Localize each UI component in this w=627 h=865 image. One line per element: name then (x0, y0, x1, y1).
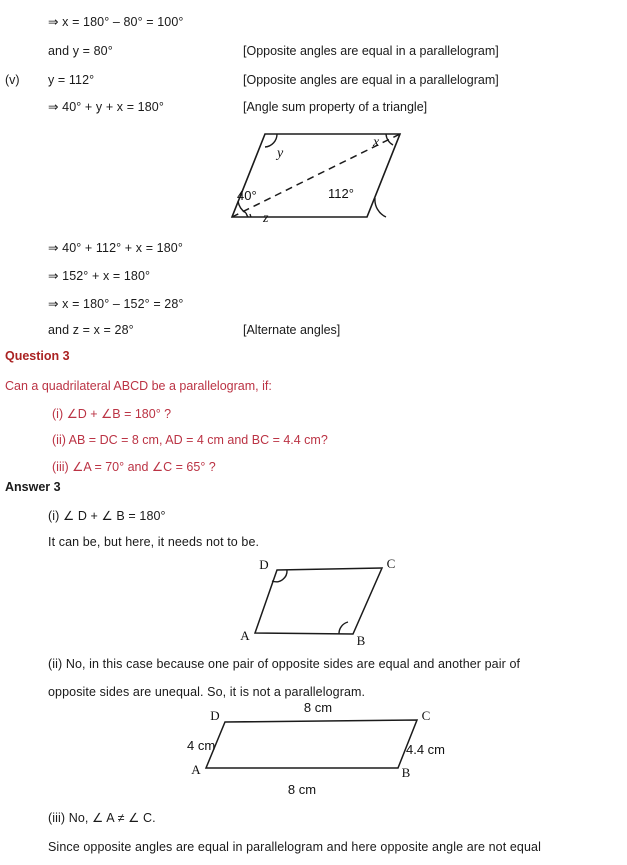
question3-item: (iii) ∠A = 70° and ∠C = 65° ? (52, 460, 216, 474)
figure3-vertex-D: D (210, 708, 220, 723)
figure3-side-label-right: 4.4 cm (406, 742, 446, 757)
figure3-side-label-top: 8 cm (303, 700, 333, 715)
answer3-part-i-statement: (i) ∠ D + ∠ B = 180° (48, 509, 166, 523)
solution-line-text: ⇒ 40° + 112° + x = 180° (48, 241, 183, 255)
figure1-label-y: y (277, 146, 284, 161)
figure1-label-z: z (263, 211, 269, 226)
figure2-vertex-B: B (356, 633, 366, 648)
question3-prompt: Can a quadrilateral ABCD be a parallelogram, if: (5, 379, 272, 393)
figure3-vertex-B: B (401, 765, 411, 780)
solution-line-note: [Opposite angles are equal in a parallelogram] (243, 44, 499, 58)
solution-line-note: [Alternate angles] (243, 323, 341, 337)
solution-line-text: ⇒ 152° + x = 180° (48, 269, 151, 283)
answer3-part-iii-line1: (iii) No, ∠ A ≠ ∠ C. (48, 811, 156, 825)
solution-line-text: and y = 80° (48, 44, 113, 58)
figure3-side-label-bottom: 8 cm (287, 782, 317, 797)
figure2-vertex-A: A (240, 628, 250, 643)
figure3-side-label-left: 4 cm (187, 738, 216, 753)
solution-part-marker: (v) (5, 73, 20, 87)
figure1-label-40-deg: 40° (237, 188, 257, 203)
answer3-heading: Answer 3 (5, 480, 61, 494)
figure1-label-x: x (373, 135, 380, 150)
figure3-vertex-A: A (191, 762, 201, 777)
figure2-vertex-C: C (386, 556, 396, 571)
solution-line-note: [Opposite angles are equal in a parallelogram] (243, 73, 499, 87)
answer3-part-iii-line2: Since opposite angles are equal in parallelogram and here opposite angle are not equal (48, 840, 541, 854)
figure2-vertex-D: D (259, 557, 269, 572)
question3-heading: Question 3 (5, 349, 70, 363)
solution-line-note: [Angle sum property of a triangle] (243, 100, 428, 114)
answer3-part-ii-line1: (ii) No, in this case because one pair of opposite sides are equal and another pair of (48, 657, 521, 671)
solution-line-text: ⇒ x = 180° – 152° = 28° (48, 297, 184, 311)
figure-quadrilateral-abcd-measurements (185, 700, 446, 802)
question3-item: (ii) AB = DC = 8 cm, AD = 4 cm and BC = 4.4 cm? (52, 433, 328, 447)
solution-line-text: and z = x = 28° (48, 323, 134, 337)
figure-quadrilateral-abcd-angles (235, 556, 400, 646)
figure-parallelogram-with-diagonal (215, 126, 425, 231)
solution-line-text: y = 112° (48, 73, 95, 87)
answer3-part-i-explanation: It can be, but here, it needs not to be. (48, 535, 260, 549)
figure1-label-112-deg: 112° (328, 186, 354, 201)
question3-item: (i) ∠D + ∠B = 180° ? (52, 407, 172, 421)
solution-line-text: ⇒ x = 180° – 80° = 100° (48, 15, 184, 29)
solution-line-text: ⇒ 40° + y + x = 180° (48, 100, 164, 114)
figure3-vertex-C: C (421, 708, 431, 723)
answer3-part-ii-line2: opposite sides are unequal. So, it is not a parallelogram. (48, 685, 366, 699)
